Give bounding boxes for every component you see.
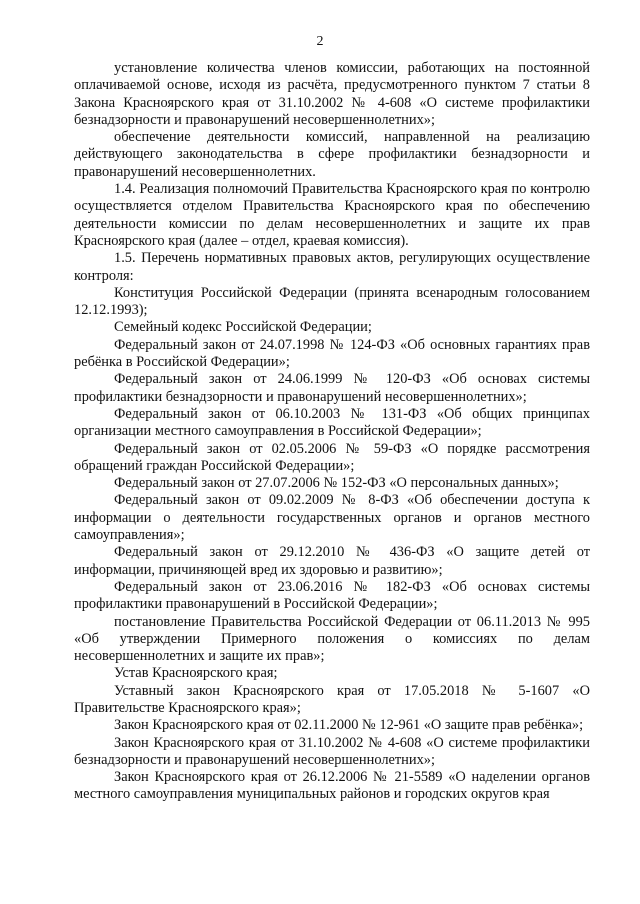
paragraph: Федеральный закон от 24.07.1998 № 124-ФЗ «Об основных гарантиях прав ребёнка в Российской Федерации»;	[74, 336, 590, 371]
paragraph: постановление Правительства Российской Федерации от 06.11.2013 № 995 «Об утверждении Примерного положения о комиссиях по делам несовершеннолетних и защите их прав»;	[74, 613, 590, 665]
paragraph: 1.5. Перечень нормативных правовых актов, регулирующих осуществление контроля:	[74, 250, 590, 284]
paragraph: Уставный закон Красноярского края от 17.05.2018 № 5-1607 «О Правительстве Красноярского края»;	[74, 682, 590, 716]
paragraph: Конституция Российской Федерации (принята всенародным голосованием 12.12.1993);	[74, 284, 590, 319]
paragraph: Федеральный закон от 29.12.2010 № 436-ФЗ «О защите детей от информации, причиняющей вред их здоровью и развитию»;	[74, 544, 590, 578]
document-body	[74, 60, 590, 804]
paragraph: 1.4. Реализация полномочий Правительства Красноярского края по контролю осуществляется отделом Правительства Красноярского края по обеспечению деятельности комиссии по делам несовершеннолетних и защите их прав Красноярского края (далее – отдел, краевая комиссия).	[74, 181, 590, 249]
paragraph: установление количества членов комиссии, работающих на постоянной оплачиваемой основе, исходя из расчёта, предусмотренного пунктом 7 статьи 8 Закона Красноярского края от 31.10.2002 № 4-608 «О системе профилактики безнадзорности и правонарушений несовершеннолетних»;	[74, 60, 590, 128]
paragraph: Федеральный закон от 24.06.1999 № 120-ФЗ «Об основах системы профилактики безнадзорности и правонарушений несовершеннолетних»;	[74, 371, 590, 405]
paragraph: Устав Красноярского края;	[114, 665, 278, 682]
paragraph: Федеральный закон от 27.07.2006 № 152-ФЗ «О персональных данных»;	[114, 475, 559, 492]
page-number: 2	[316, 34, 324, 49]
paragraph: обеспечение деятельности комиссий, направленной на реализацию действующего законодательства в сфере профилактики безнадзорности и правонарушений несовершеннолетних.	[74, 129, 590, 180]
paragraph: Федеральный закон от 06.10.2003 № 131-ФЗ «Об общих принципах организации местного самоуправления в Российской Федерации»;	[74, 405, 590, 440]
paragraph: Федеральный закон от 09.02.2009 № 8-ФЗ «Об обеспечении доступа к информации о деятельности государственных органов и органов местного самоуправления»;	[74, 492, 590, 544]
paragraph: Закон Красноярского края от 31.10.2002 № 4-608 «О системе профилактики безнадзорности и правонарушений несовершеннолетних»;	[74, 734, 590, 768]
paragraph: Федеральный закон от 23.06.2016 № 182-ФЗ «Об основах системы профилактики правонарушений в Российской Федерации»;	[74, 578, 590, 613]
paragraph: Федеральный закон от 02.05.2006 № 59-ФЗ «О порядке рассмотрения обращений граждан Российской Федерации»;	[74, 440, 590, 474]
paragraph: Закон Красноярского края от 02.11.2000 № 12-961 «О защите прав ребёнка»;	[114, 717, 584, 734]
paragraph: Закон Красноярского края от 26.12.2006 № 21-5589 «О наделении органов местного самоуправления муниципальных районов и городских округов края	[74, 769, 590, 803]
paragraph: Семейный кодекс Российской Федерации;	[114, 319, 372, 336]
